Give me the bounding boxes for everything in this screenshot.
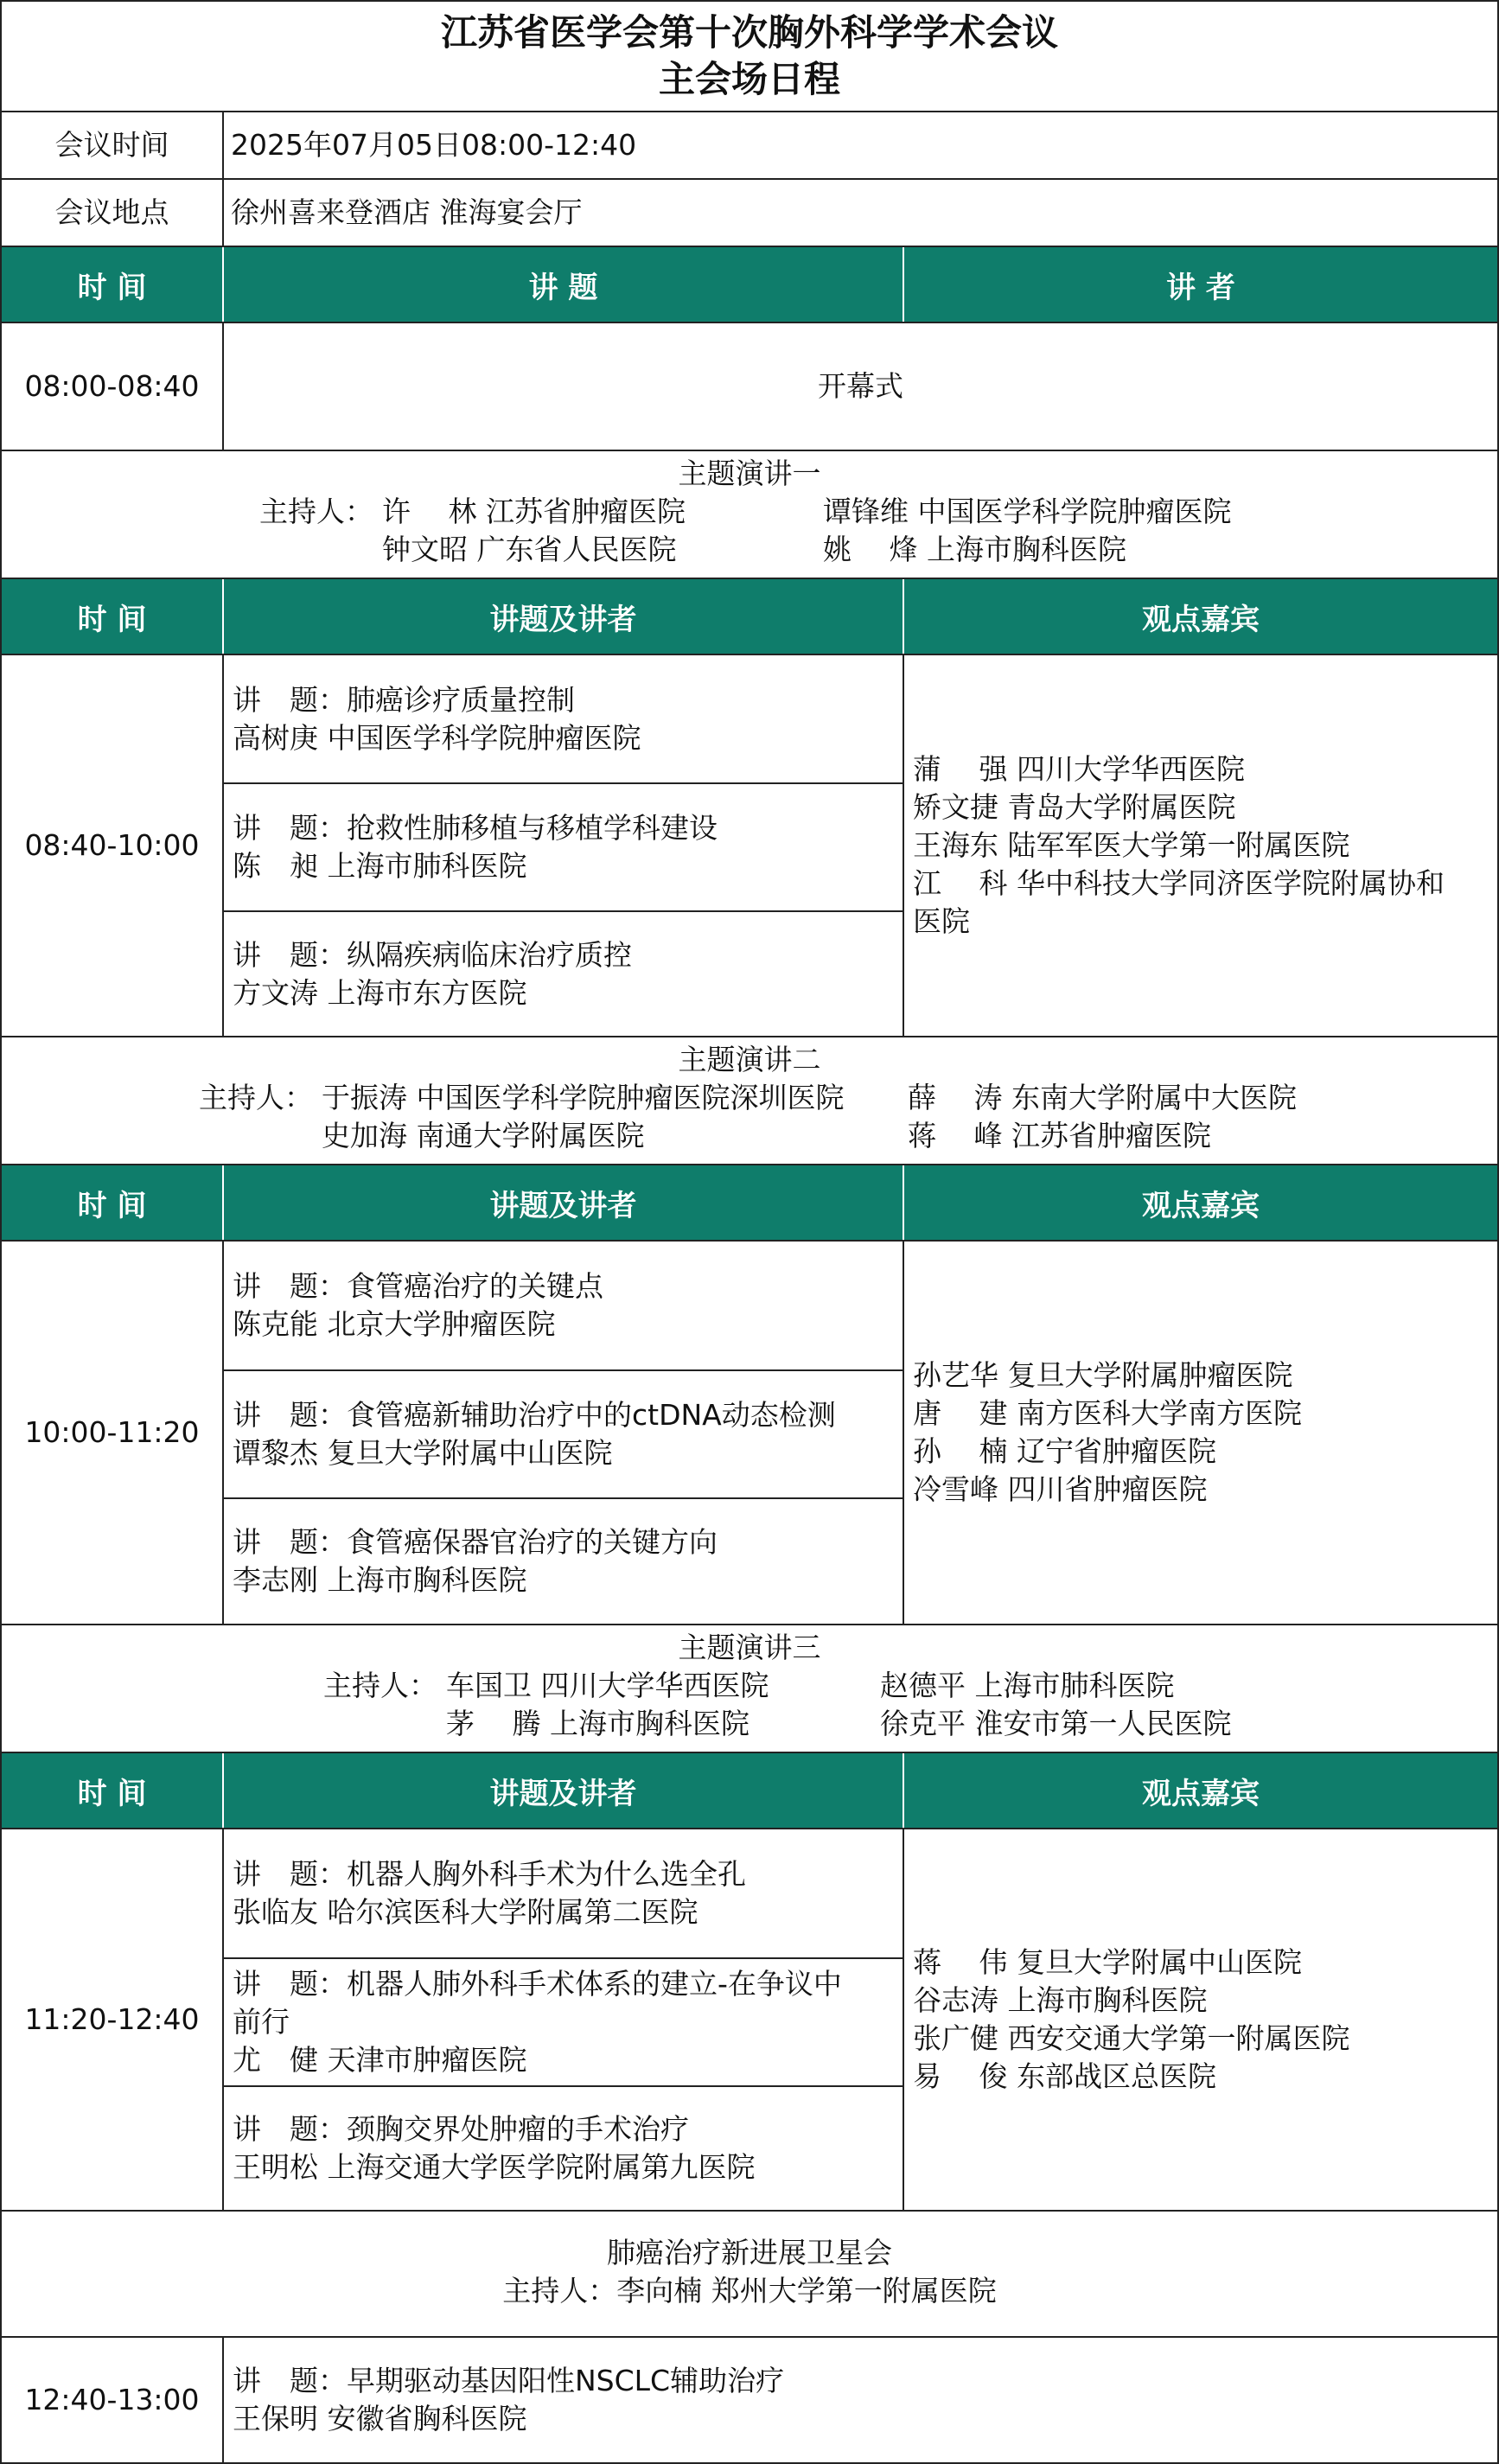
header-topic-speaker: 讲题及讲者 [222, 579, 903, 654]
session1-body [2, 655, 1497, 1037]
guest-item: 张广健 西安交通大学第一附属医院 [913, 2021, 1350, 2055]
header-time: 时 间 [77, 602, 147, 637]
guest-item: 易 俊 东部战区总医院 [913, 2059, 1216, 2093]
session3-host-prefix: 主持人： [323, 1669, 437, 1702]
session2-host: 蒋 峰 江苏省肿瘤医院 [908, 1119, 1211, 1152]
meeting-place-value: 徐州喜来登酒店 淮海宴会厅 [222, 180, 1497, 246]
meeting-place-label: 会议地点 [54, 195, 169, 229]
session2-host: 于振涛 中国医学科学院肿瘤医院深圳医院 [322, 1081, 845, 1114]
talk-speaker: 尤 健 天津市肿瘤医院 [233, 2043, 527, 2077]
page-title [2, 2, 1497, 112]
session3-host: 徐克平 淮安市第一人民医院 [880, 1707, 1232, 1740]
talk-topic: 讲 题：机器人胸外科手术为什么选全孔 [233, 1857, 746, 1891]
header-time: 时 间 [77, 1188, 147, 1223]
guest-item: 医院 [913, 904, 970, 938]
session3-talks [222, 1829, 903, 2210]
talk-item [224, 2338, 1497, 2462]
session1-host: 姚 烽 上海市胸科医院 [823, 533, 1126, 566]
satellite-host-block [2, 2212, 1497, 2338]
meeting-time-row [2, 112, 1497, 180]
table-header [2, 247, 1497, 323]
talk-item [224, 1957, 903, 2085]
session2-host: 史加海 南通大学附属医院 [322, 1119, 645, 1152]
talk-topic: 讲 题：食管癌新辅助治疗中的ctDNA动态检测 [233, 1398, 836, 1432]
satellite-title: 肺癌治疗新进展卫星会 [607, 2236, 892, 2269]
session2-talks [222, 1242, 903, 1624]
session2-host-block [2, 1037, 1497, 1165]
opening-row [2, 323, 1497, 451]
title-line-2: 主会场日程 [658, 58, 840, 100]
talk-item [224, 1829, 903, 1957]
meeting-time-label: 会议时间 [54, 128, 169, 162]
talk-item [224, 1369, 903, 1497]
guest-item: 唐 建 南方医科大学南方医院 [913, 1396, 1302, 1430]
session3-time: 11:20-12:40 [24, 2002, 200, 2036]
talk-speaker: 方文涛 上海市东方医院 [233, 975, 527, 1010]
guest-item: 蒋 伟 复旦大学附属中山医院 [913, 1945, 1302, 1979]
talk-speaker: 陈 昶 上海市肺科医院 [233, 849, 527, 883]
session3-host: 赵德平 上海市肺科医院 [880, 1669, 1175, 1702]
header-topic-speaker: 讲题及讲者 [222, 1753, 903, 1828]
talk-speaker: 李志刚 上海市胸科医院 [233, 1563, 527, 1597]
talk-item [224, 655, 903, 782]
satellite-talks [222, 2338, 1497, 2462]
guest-item: 孙艺华 复旦大学附属肿瘤医院 [913, 1358, 1293, 1392]
header-time: 时 间 [77, 270, 147, 305]
talk-topic: 讲 题：食管癌治疗的关键点 [233, 1269, 603, 1303]
session2-host: 薛 涛 东南大学附属中大医院 [908, 1081, 1297, 1114]
session3-host: 茅 腾 上海市胸科医院 [446, 1707, 750, 1740]
opening-time: 08:00-08:40 [24, 369, 200, 403]
guest-item: 蒲 强 四川大学华西医院 [913, 752, 1245, 786]
talk-speaker: 张临友 哈尔滨医科大学附属第二医院 [233, 1895, 698, 1929]
talk-item [224, 910, 903, 1036]
session1-header [2, 579, 1497, 655]
talk-topic: 讲 题：纵隔疾病临床治疗质控 [233, 937, 632, 972]
header-topic: 讲 题 [222, 247, 903, 322]
session3-title: 主题演讲三 [678, 1631, 821, 1664]
session2-body [2, 1242, 1497, 1625]
session1-host: 谭锋维 中国医学科学院肿瘤医院 [823, 495, 1232, 528]
talk-speaker: 王明松 上海交通大学医学院附属第九医院 [233, 2150, 756, 2184]
session2-header [2, 1165, 1497, 1242]
talk-topic: 讲 题：抢救性肺移植与移植学科建设 [233, 811, 718, 845]
header-time: 时 间 [77, 1776, 147, 1811]
guest-item: 王海东 陆军军医大学第一附属医院 [913, 828, 1350, 862]
talk-item [224, 782, 903, 910]
guest-item: 孙 楠 辽宁省肿瘤医院 [913, 1434, 1216, 1468]
header-speaker: 讲 者 [903, 247, 1497, 322]
session2-title: 主题演讲二 [678, 1043, 821, 1076]
talk-speaker: 谭黎杰 复旦大学附属中山医院 [233, 1436, 613, 1470]
session1-time: 08:40-10:00 [24, 828, 200, 862]
guest-item: 江 科 华中科技大学同济医学院附属协和 [913, 866, 1445, 900]
session3-host-block [2, 1625, 1497, 1753]
session2-time: 10:00-11:20 [24, 1415, 200, 1449]
header-guests: 观点嘉宾 [903, 579, 1497, 654]
session1-title: 主题演讲一 [678, 456, 821, 490]
talk-topic: 讲 题：肺癌诊疗质量控制 [233, 682, 575, 717]
talk-item [224, 2085, 903, 2210]
talk-item [224, 1497, 903, 1624]
guest-item: 矫文捷 青岛大学附属医院 [913, 790, 1236, 824]
session3-header [2, 1753, 1497, 1829]
satellite-host: 主持人：李向楠 郑州大学第一附属医院 [502, 2274, 997, 2308]
talk-topic: 讲 题：食管癌保器官治疗的关键方向 [233, 1525, 718, 1559]
opening-topic: 开幕式 [222, 323, 1497, 450]
session1-host: 钟文昭 广东省人民医院 [382, 533, 677, 566]
session2-guests [903, 1242, 1497, 1624]
talk-speaker: 陈克能 北京大学肿瘤医院 [233, 1307, 556, 1341]
session2-host-prefix: 主持人： [199, 1081, 313, 1114]
talk-topic: 讲 题：早期驱动基因阳性NSCLC辅助治疗 [233, 2364, 785, 2397]
talk-topic: 讲 题：颈胸交界处肿瘤的手术治疗 [233, 2112, 689, 2146]
talk-item [224, 1242, 903, 1369]
session3-guests [903, 1829, 1497, 2210]
satellite-time: 12:40-13:00 [24, 2383, 200, 2416]
talk-topic: 讲 题：机器人肺外科手术体系的建立-在争议中 [233, 1967, 842, 2001]
session1-host: 许 林 江苏省肿瘤医院 [382, 495, 686, 528]
session3-body [2, 1829, 1497, 2212]
session1-guests [903, 655, 1497, 1036]
header-guests: 观点嘉宾 [903, 1165, 1497, 1240]
talk-speaker: 高树庚 中国医学科学院肿瘤医院 [233, 720, 641, 755]
title-line-1: 江苏省医学会第十次胸外科学学术会议 [440, 11, 1058, 54]
guest-item: 冷雪峰 四川省肿瘤医院 [913, 1472, 1208, 1506]
talk-speaker: 王保明 安徽省胸科医院 [233, 2402, 527, 2435]
guest-item: 谷志涛 上海市胸科医院 [913, 1983, 1208, 2017]
header-guests: 观点嘉宾 [903, 1753, 1497, 1828]
session1-talks [222, 655, 903, 1036]
meeting-time-value: 2025年07月05日08:00-12:40 [222, 112, 1497, 178]
satellite-body [2, 2338, 1497, 2462]
session3-host: 车国卫 四川大学华西医院 [446, 1669, 769, 1702]
session1-host-block [2, 451, 1497, 579]
header-topic-speaker: 讲题及讲者 [222, 1165, 903, 1240]
meeting-place-row [2, 180, 1497, 247]
session1-host-prefix: 主持人： [259, 495, 373, 528]
talk-topic-continued: 前行 [233, 2005, 290, 2039]
